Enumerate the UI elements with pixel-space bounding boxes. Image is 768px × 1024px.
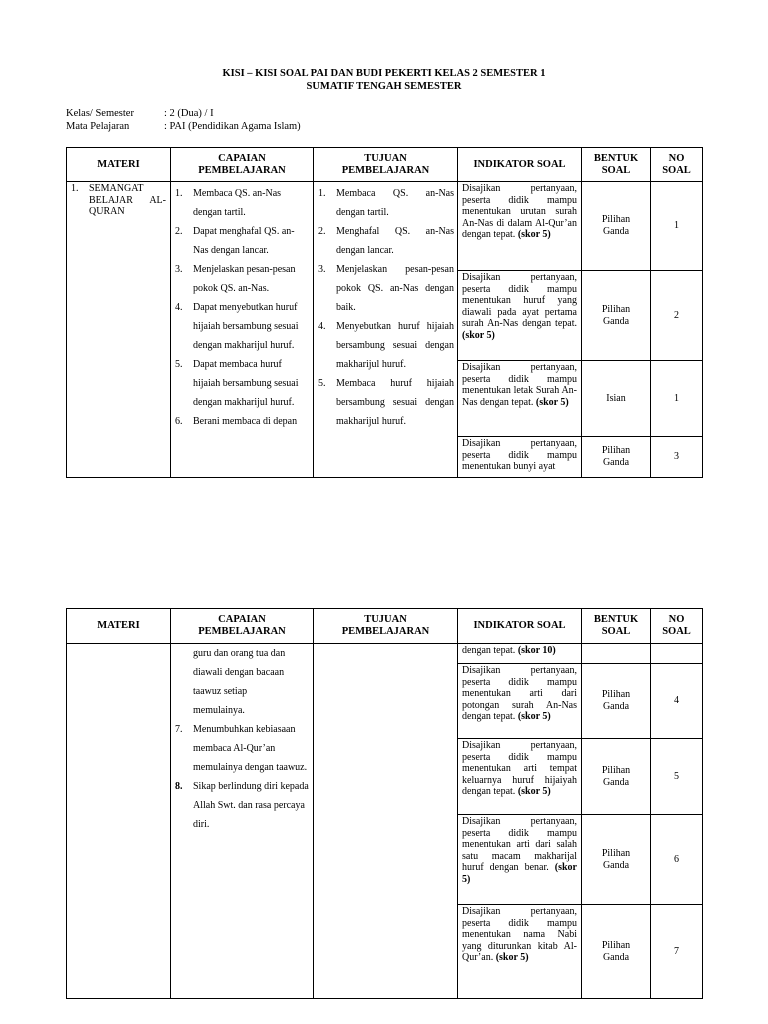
indikator-cell: Disajikan pertanyaan, peserta didik mampu menentukan nama Nabi yang diturunkan kitab Al-Qur’an. (skor 5): [458, 905, 582, 999]
table-header-row: [67, 609, 703, 644]
no-cell: 3: [651, 437, 703, 478]
list-item-number: 4.: [175, 302, 183, 313]
list-item-number: 8.: [175, 781, 183, 792]
capaian-list: [171, 720, 313, 834]
list-item-number: 6.: [175, 416, 183, 427]
header-materi: MATERI: [67, 148, 171, 182]
list-item: [175, 222, 310, 260]
header-capaian: CAPAIAN PEMBELAJARAN: [171, 148, 314, 182]
list-item-number: 5.: [318, 378, 326, 389]
list-item: [318, 184, 454, 222]
indikator-cell: Disajikan pertanyaan, peserta didik mampu menentukan arti dari potongan surah An-Nas dengan tepat. (skor 5): [458, 664, 582, 739]
no-cell: 2: [651, 271, 703, 361]
list-item: [175, 777, 310, 834]
list-item-text: Dapat membaca huruf hijaiah bersambung sesuai dengan makharijul huruf.: [193, 359, 299, 408]
indikator-cell: Disajikan pertanyaan, peserta didik mampu menentukan arti tempat keluarnya huruf hijaiyah dengan tepat. (skor 5): [458, 739, 582, 815]
no-cell: 1: [651, 182, 703, 271]
header-indikator: INDIKATOR SOAL: [458, 609, 582, 644]
header-tujuan: TUJUAN PEMBELAJARAN: [314, 148, 458, 182]
list-item-number: 3.: [175, 264, 183, 275]
capaian-continuation: [171, 644, 313, 720]
list-item-text: Dapat menghafal QS. an-Nas dengan lancar.: [193, 226, 295, 256]
table-row: [67, 644, 703, 664]
list-item: [175, 184, 310, 222]
list-item: [175, 720, 310, 777]
no-cell: 4: [651, 664, 703, 739]
bentuk-cell: Pilihan Ganda: [582, 815, 651, 905]
list-item-text: Menumbuhkan kebiasaan membaca Al-Qur’an memulainya dengan taawuz.: [193, 724, 308, 773]
meta-mapel: [66, 120, 301, 133]
list-item-number: 2.: [175, 226, 183, 237]
meta-kelas-label: Kelas/ Semester: [66, 108, 134, 119]
kisi-table-page1: [66, 147, 703, 478]
header-no: NO SOAL: [651, 609, 703, 644]
capaian-continuation-line: diawali dengan bacaan: [193, 667, 285, 678]
list-item: [318, 260, 454, 317]
list-item-text: Menjelaskan pesan-pesan pokok QS. an-Nas dengan baik.: [336, 264, 454, 313]
bentuk-cell: Pilihan Ganda: [582, 182, 651, 271]
list-item-number: 3.: [318, 264, 326, 275]
list-item-text: Membaca QS. an-Nas dengan tartil.: [193, 188, 282, 218]
bentuk-cell: Isian: [582, 361, 651, 437]
materi-cell: [67, 644, 171, 999]
indikator-cell: Disajikan pertanyaan, peserta didik mampu menentukan huruf yang diawali pada ayat pertama surah An-Nas dengan tepat. (skor 5): [458, 271, 582, 361]
bentuk-cell: Pilihan Ganda: [582, 664, 651, 739]
document-title: KISI – KISI SOAL PAI DAN BUDI PEKERTI KELAS 2 SEMESTER 1: [222, 68, 546, 79]
no-cell: 5: [651, 739, 703, 815]
header-bentuk: BENTUK SOAL: [582, 148, 651, 182]
table-header-row: [67, 148, 703, 182]
header-capaian: CAPAIAN PEMBELAJARAN: [171, 609, 314, 644]
no-cell: 6: [651, 815, 703, 905]
list-item: [175, 412, 310, 431]
indikator-cell: Disajikan pertanyaan, peserta didik mampu menentukan letak Surah An-Nas dengan tepat. (skor 5): [458, 361, 582, 437]
list-item: [175, 260, 310, 298]
list-item-text: Membaca QS. an-Nas dengan tartil.: [336, 188, 454, 218]
indikator-cell: dengan tepat. (skor 10): [458, 644, 582, 664]
indikator-cell: Disajikan pertanyaan, peserta didik mampu menentukan arti dari salah satu macam makharijal huruf dengan benar. (skor 5): [458, 815, 582, 905]
list-item-text: Dapat menyebutkan huruf hijaiah bersambung sesuai dengan makharijul huruf.: [193, 302, 299, 351]
materi-cell: [67, 182, 171, 478]
list-item-number: 4.: [318, 321, 326, 332]
materi-item: 1. SEMANGAT BELAJAR AL-QURAN: [71, 183, 166, 217]
header-bentuk: BENTUK SOAL: [582, 609, 651, 644]
meta-mapel-label: Mata Pelajaran: [66, 121, 130, 132]
capaian-continuation-line: taawuz setiap: [193, 686, 248, 697]
meta-kelas: [66, 107, 214, 120]
header-indikator: INDIKATOR SOAL: [458, 148, 582, 182]
list-item: [318, 317, 454, 374]
table-row: [67, 182, 703, 271]
kisi-table-page2: [66, 608, 703, 999]
tujuan-cell: [314, 644, 458, 999]
indikator-cell: Disajikan pertanyaan, peserta didik mampu menentukan urutan surah An-Nas di dalam Al-Qur’an dengan tepat. (skor 5): [458, 182, 582, 271]
list-item: [318, 374, 454, 431]
list-item-text: Menyebutkan huruf hijaiah bersambung sesuai dengan makharijul huruf.: [336, 321, 454, 370]
list-item-text: Menjelaskan pesan-pesan pokok QS. an-Nas.: [193, 264, 296, 294]
list-item-number: 5.: [175, 359, 183, 370]
list-item: [175, 298, 310, 355]
tujuan-cell: [314, 182, 458, 478]
list-item-number: 1.: [175, 188, 183, 199]
meta-mapel-value: : PAI (Pendidikan Agama Islam): [164, 121, 301, 132]
bentuk-cell: Pilihan Ganda: [582, 905, 651, 999]
indikator-cell: Disajikan pertanyaan, peserta didik mampu menentukan bunyi ayat: [458, 437, 582, 478]
no-cell: 1: [651, 361, 703, 437]
capaian-cell: [171, 644, 314, 999]
capaian-cell: [171, 182, 314, 478]
list-item: [318, 222, 454, 260]
list-item-text: Membaca huruf hijaiah bersambung sesuai dengan makharijul huruf.: [336, 378, 454, 427]
list-item-text: Sikap berlindung diri kepada Allah Swt. dan rasa percaya diri.: [193, 781, 309, 830]
document-subtitle: SUMATIF TENGAH SEMESTER: [306, 81, 462, 92]
meta-kelas-value: : 2 (Dua) / I: [164, 108, 214, 119]
bentuk-cell: Pilihan Ganda: [582, 437, 651, 478]
list-item: [175, 355, 310, 412]
list-item-text: Berani membaca di depan: [193, 416, 298, 427]
tujuan-list: [314, 182, 457, 431]
no-cell: [651, 644, 703, 664]
bentuk-cell: Pilihan Ganda: [582, 271, 651, 361]
header-no: NO SOAL: [651, 148, 703, 182]
list-item-number: 7.: [175, 724, 183, 735]
capaian-list: [171, 182, 313, 431]
header-materi: MATERI: [67, 609, 171, 644]
list-item-text: Menghafal QS. an-Nas dengan lancar.: [336, 226, 454, 256]
capaian-continuation-line: memulainya.: [193, 705, 245, 716]
bentuk-cell: Pilihan Ganda: [582, 739, 651, 815]
no-cell: 7: [651, 905, 703, 999]
capaian-continuation-line: guru dan orang tua dan: [193, 648, 286, 659]
header-tujuan: TUJUAN PEMBELAJARAN: [314, 609, 458, 644]
list-item-number: 1.: [318, 188, 326, 199]
list-item-number: 2.: [318, 226, 326, 237]
bentuk-cell: [582, 644, 651, 664]
